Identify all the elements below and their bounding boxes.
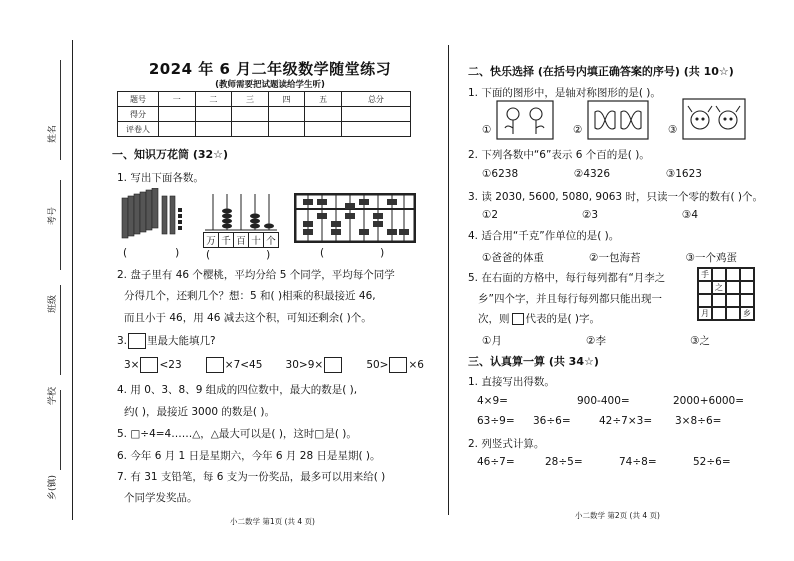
question-1: 1. 写出下面各数。: [117, 172, 204, 184]
score-table-grader-row: [118, 122, 411, 137]
question-2-line-1: 2. 盘子里有 46 个樱桃，平均分给 5 个同学，平均每个同学: [117, 269, 395, 281]
q3-item-d: 50> ×6: [366, 359, 424, 371]
calc-item: 63÷9=: [477, 415, 515, 427]
choice-question-3-options: [482, 209, 698, 221]
blank-box[interactable]: [128, 333, 146, 349]
margin-fill-line: [60, 390, 61, 470]
question-2-line-3: 而且小于 46，用 46 减去这个积，可知还剩余( )个。: [124, 312, 372, 324]
abacus-picture: [294, 193, 416, 243]
page-subtitle: (教师需要把试题读给学生听): [215, 80, 325, 90]
question-5: 5. □÷4=4……△，△最大可以是( )，这时□是( )。: [117, 428, 357, 440]
choice-question-1: 1. 下面的图形中，是轴对称图形的是( )。: [468, 87, 661, 99]
q3-item-c: 30>9×: [286, 357, 344, 373]
flowers-picture: [496, 100, 554, 140]
margin-fill-line: [60, 180, 61, 270]
question-2-line-2: 分得几个，还剩几个？想：5 和( )相乘的积最接近 46,: [124, 290, 376, 302]
margin-name-label: 姓名: [48, 124, 58, 143]
choice-question-5-line-2: 乡”四个字，并且每行每列都只能出现一: [478, 293, 662, 305]
blank-box[interactable]: [389, 357, 407, 373]
blank-box[interactable]: [324, 357, 342, 373]
place-label: 百: [234, 233, 249, 247]
q3-item-b: ×7<45: [205, 357, 263, 373]
score-cell: 一: [159, 92, 196, 107]
score-input-cell[interactable]: [232, 122, 269, 137]
score-cell: 五: [305, 92, 342, 107]
question-4-line-1: 4. 用 0、3、8、9 组成的四位数中，最大的数是( ),: [117, 384, 358, 396]
grid-cell: 手: [698, 268, 712, 281]
calc-item: 28÷5=: [545, 456, 583, 468]
left-page-footer: 小二数学 第1页 (共 4 页): [230, 517, 315, 526]
calc-row-1: [477, 395, 747, 407]
choice-option-1-label: ①: [482, 124, 492, 136]
answer-paren[interactable]: ( ): [123, 247, 180, 259]
margin-school-label: 学校: [48, 386, 58, 405]
calc-item: 900-400=: [577, 395, 630, 407]
counting-blocks-picture: [118, 188, 188, 244]
grid-cell: 月: [698, 307, 712, 320]
score-input-cell[interactable]: [341, 122, 410, 137]
calc-row-3: [477, 456, 747, 468]
grid-cell: [740, 268, 754, 281]
question-7-line-2: 个同学发奖品。: [124, 492, 198, 504]
page-title: 2024 年 6 月二年级数学随堂练习: [148, 60, 392, 78]
score-input-cell[interactable]: [341, 107, 410, 122]
question-3: 3. 里最大能填几?: [117, 335, 216, 347]
score-cell: 得分: [118, 107, 159, 122]
score-input-cell[interactable]: [159, 107, 196, 122]
score-input-cell[interactable]: [195, 107, 232, 122]
blank-box[interactable]: [140, 357, 158, 373]
grid-cell: [712, 268, 726, 281]
question-7-line-1: 7. 有 31 支铅笔，每 6 支为一份奖品，最多可以用来给( ): [117, 471, 386, 483]
calc-item: 74÷8=: [619, 456, 657, 468]
grid-cell: [726, 281, 740, 294]
grid-cell: [698, 281, 712, 294]
score-cell: 三: [232, 92, 269, 107]
calc-row-2: [477, 415, 747, 427]
counting-frame-picture: [203, 192, 279, 232]
q3-item-a: 3× <23: [124, 359, 182, 371]
score-cell: 总分: [341, 92, 410, 107]
margin-class-label: 班级: [48, 294, 58, 313]
blank-box[interactable]: [206, 357, 224, 373]
choice-option-3-label: ③: [668, 124, 678, 136]
calc-question-2: 2. 列竖式计算。: [468, 438, 545, 450]
option-2[interactable]: ②李: [586, 335, 606, 347]
score-input-cell[interactable]: [159, 122, 196, 137]
score-cell: 二: [195, 92, 232, 107]
option-3[interactable]: ③之: [690, 335, 710, 347]
score-cell: 四: [268, 92, 305, 107]
calc-item: 3×8÷6=: [675, 415, 722, 427]
score-input-cell[interactable]: [305, 122, 342, 137]
section-2-heading: 二、快乐选择 (在括号内填正确答案的序号) (共 10☆): [468, 65, 734, 78]
right-page-footer: 小二数学 第2页 (共 4 页): [575, 511, 660, 520]
calc-question-1: 1. 直接写出得数。: [468, 376, 555, 388]
choice-question-5-line-3: 次，则 代表的是( )字。: [478, 313, 601, 325]
option-2[interactable]: ②一包海苔: [589, 252, 641, 264]
margin-fill-line: [60, 60, 61, 160]
section-3-heading: 三、认真算一算 (共 34☆): [468, 355, 599, 368]
choice-option-2-label: ②: [573, 124, 583, 136]
option-2[interactable]: ②4326: [573, 168, 611, 180]
score-cell: 题号: [118, 92, 159, 107]
grid-cell: [726, 294, 740, 307]
question-6: 6. 今年 6 月 1 日是星期六，今年 6 月 28 日是星期( )。: [117, 450, 381, 462]
grid-cell: [712, 294, 726, 307]
gift-icon: [512, 313, 524, 325]
margin-border-line: [72, 40, 73, 520]
grid-cell: 乡: [740, 307, 754, 320]
score-cell: 评卷人: [118, 122, 159, 137]
place-label: 万: [204, 233, 219, 247]
character-grid: [697, 267, 755, 321]
margin-town-label: 乡(镇): [48, 474, 58, 500]
score-input-cell[interactable]: [268, 122, 305, 137]
score-table-score-row: [118, 107, 411, 122]
score-input-cell[interactable]: [232, 107, 269, 122]
place-label: 十: [249, 233, 264, 247]
grid-cell: [740, 281, 754, 294]
choice-question-5-options: [482, 333, 710, 348]
grid-cell: [726, 268, 740, 281]
grid-cell: [712, 307, 726, 320]
section-1-heading: 一、知识万花筒 (32☆): [112, 148, 229, 161]
answer-paren[interactable]: ( ): [206, 249, 271, 261]
option-1[interactable]: ①月: [482, 335, 502, 347]
score-table: [117, 91, 411, 137]
page-divider: [448, 45, 449, 515]
option-3[interactable]: ③4: [681, 209, 698, 221]
margin-id-label: 考号: [48, 206, 58, 225]
option-1[interactable]: ①爸爸的体重: [482, 252, 544, 264]
margin-fill-line: [60, 285, 61, 375]
choice-question-5-line-1: 5. 在右面的方格中，每行每列都有“月李之: [468, 272, 666, 284]
choice-question-4: 4. 适合用“千克”作单位的是( )。: [468, 230, 620, 242]
butterflies-picture: [587, 100, 649, 140]
question-3-items: [124, 357, 424, 373]
option-1[interactable]: ①2: [482, 209, 499, 221]
choice-question-2-options: [482, 168, 702, 180]
calc-item: 46÷7=: [477, 456, 515, 468]
choice-question-4-options: [482, 250, 737, 265]
option-1[interactable]: ①6238: [482, 168, 519, 180]
grid-cell: [698, 294, 712, 307]
question-4-line-2: 约( )，最接近 3000 的数是( )。: [124, 406, 275, 418]
grid-cell: 之: [712, 281, 726, 294]
choice-question-3: 3. 读 2030, 5600, 5080, 9063 时，只读一个零的数有( )个。: [468, 191, 763, 203]
score-table-header-row: [118, 92, 411, 107]
choice-question-2: 2. 下列各数中“6”表示 6 个百的是( )。: [468, 149, 650, 161]
calc-item: 52÷6=: [693, 456, 731, 468]
place-label: 个: [266, 236, 276, 247]
score-input-cell[interactable]: [305, 107, 342, 122]
calc-item: 2000+6000=: [673, 395, 745, 407]
calc-item: 4×9=: [477, 395, 508, 407]
grid-cell: [740, 294, 754, 307]
grid-cell: [726, 307, 740, 320]
option-3[interactable]: ③一个鸡蛋: [685, 252, 737, 264]
place-value-labels: [203, 232, 279, 248]
calc-item: 42÷7×3=: [599, 415, 653, 427]
option-3[interactable]: ③1623: [665, 168, 702, 180]
option-2[interactable]: ②3: [581, 209, 599, 221]
score-input-cell[interactable]: [268, 107, 305, 122]
answer-paren[interactable]: ( ): [320, 247, 385, 259]
score-input-cell[interactable]: [195, 122, 232, 137]
cows-picture: [682, 98, 746, 140]
place-label: 千: [219, 233, 234, 247]
calc-item: 36÷6=: [533, 415, 571, 427]
